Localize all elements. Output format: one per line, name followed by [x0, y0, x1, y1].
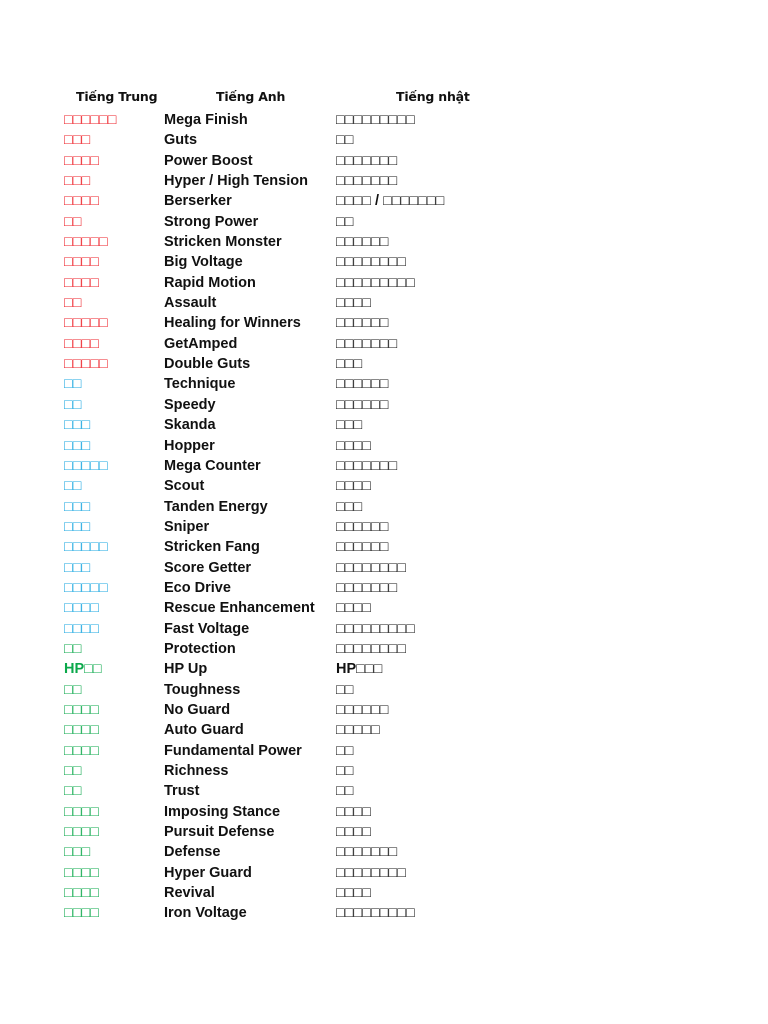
english-name: Stricken Monster — [164, 234, 282, 251]
english-name: HP Up — [164, 661, 208, 678]
english-name: Fundamental Power — [164, 742, 302, 759]
english-name: Healing for Winners — [164, 315, 301, 332]
table-row — [0, 517, 768, 537]
english-name: Tanden Energy — [164, 498, 268, 515]
table-row — [0, 232, 768, 252]
english-name: Power Boost — [164, 152, 253, 169]
table-row — [0, 456, 768, 476]
table-row — [0, 171, 768, 191]
chinese-name: HP□□ — [64, 661, 102, 678]
japanese-name: □□□□□□□□□ — [336, 620, 415, 637]
chinese-name: □□ — [64, 295, 82, 312]
table-row — [0, 130, 768, 150]
english-name: Protection — [164, 640, 236, 657]
chinese-name: □□□ — [64, 559, 91, 576]
table-row — [0, 374, 768, 394]
chinese-name: □□□ — [64, 437, 91, 454]
japanese-name: □□□□□□□ — [336, 457, 398, 474]
chinese-name: □□□□□ — [64, 315, 108, 332]
english-name: Strong Power — [164, 213, 259, 230]
japanese-name: HP□□□ — [336, 661, 383, 678]
table-row — [0, 598, 768, 618]
chinese-name: □□ — [64, 783, 82, 800]
japanese-name: □□ — [336, 742, 354, 759]
chinese-name: □□ — [64, 376, 82, 393]
table-row — [0, 354, 768, 374]
chinese-name: □□□□ — [64, 274, 100, 291]
chinese-name: □□□□□□ — [64, 112, 117, 128]
table-row — [0, 415, 768, 435]
table-row — [0, 151, 768, 171]
chinese-name: □□□ — [64, 173, 91, 190]
chinese-name: □□□□ — [64, 335, 100, 352]
chinese-name: □□□□ — [64, 885, 100, 902]
table-row — [0, 700, 768, 720]
table-row — [0, 578, 768, 598]
japanese-name: □□ — [336, 783, 354, 800]
chinese-name: □□□□ — [64, 701, 100, 718]
table-row — [0, 334, 768, 354]
english-name: Mega Finish — [164, 112, 248, 128]
english-name: Trust — [164, 783, 200, 800]
english-name: No Guard — [164, 701, 231, 718]
chinese-name: □□ — [64, 763, 82, 779]
english-name: Berserker — [164, 193, 232, 210]
japanese-name: □□□□□□□□ — [336, 864, 407, 881]
japanese-name: □□ — [336, 132, 354, 149]
english-name: Sniper — [164, 518, 210, 535]
chinese-name: □□□□ — [64, 152, 100, 169]
chinese-name: □□□□ — [64, 193, 100, 210]
english-name: Toughness — [164, 681, 241, 698]
japanese-name: □□□□ — [336, 478, 372, 495]
japanese-name: □□□ — [336, 417, 363, 434]
chinese-name: □□□□ — [64, 803, 100, 820]
japanese-name: □□□□ — [336, 803, 372, 820]
english-name: Rapid Motion — [164, 274, 256, 291]
english-name: Richness — [164, 763, 229, 779]
japanese-name: □□□□□□□ — [336, 173, 398, 190]
english-name: Hyper Guard — [164, 864, 252, 881]
japanese-name: □□□□□□□□□ — [336, 905, 415, 922]
table-row — [0, 191, 768, 211]
table-row — [0, 863, 768, 883]
table-row — [0, 619, 768, 639]
english-name: Eco Drive — [164, 579, 231, 596]
table-row — [0, 293, 768, 313]
header-row — [0, 89, 768, 107]
english-name: Skanda — [164, 417, 216, 434]
japanese-name: □□□□□□□□□ — [336, 274, 415, 291]
header-japanese: Tiếng nhật — [396, 89, 470, 104]
chinese-name: □□□□ — [64, 905, 100, 922]
japanese-name: □□□□□□□□□ — [336, 112, 415, 128]
japanese-name: □□□□□□ — [336, 396, 389, 413]
japanese-name: □□□□□□□ — [336, 152, 398, 169]
chinese-name: □□□□ — [64, 722, 100, 739]
japanese-name: □□ — [336, 763, 354, 779]
english-name: GetAmped — [164, 335, 238, 352]
japanese-name: □□□ — [336, 356, 363, 373]
table-row — [0, 436, 768, 456]
japanese-name: □□□□ — [336, 885, 372, 902]
english-name: Rescue Enhancement — [164, 600, 315, 617]
chinese-name: □□ — [64, 213, 82, 230]
japanese-name: □□□□□ — [336, 722, 380, 739]
table-row — [0, 680, 768, 700]
chinese-name: □□□□□ — [64, 356, 108, 373]
chinese-name: □□□□□ — [64, 539, 108, 556]
chinese-name: □□□□□ — [64, 234, 108, 251]
japanese-name: □□□□□□ — [336, 539, 389, 556]
english-name: Revival — [164, 885, 215, 902]
table-row — [0, 476, 768, 496]
english-name: Score Getter — [164, 559, 252, 576]
english-name: Auto Guard — [164, 722, 244, 739]
chinese-name: □□ — [64, 681, 82, 698]
chinese-name: □□□□ — [64, 620, 100, 637]
table-row — [0, 313, 768, 333]
table-row — [0, 903, 768, 923]
chinese-name: □□□□□ — [64, 457, 108, 474]
japanese-name: □□□□□□□ — [336, 844, 398, 861]
english-name: Speedy — [164, 396, 216, 413]
japanese-name: □□□ — [336, 498, 363, 515]
english-name: Stricken Fang — [164, 539, 260, 556]
chinese-name: □□□ — [64, 518, 91, 535]
table-row — [0, 720, 768, 740]
table-row — [0, 212, 768, 232]
japanese-name: □□ — [336, 681, 354, 698]
japanese-name: □□□□□□□□ — [336, 559, 407, 576]
chinese-name: □□□ — [64, 132, 91, 149]
english-name: Imposing Stance — [164, 803, 281, 820]
chinese-name: □□□ — [64, 844, 91, 861]
chinese-name: □□□□ — [64, 864, 100, 881]
english-name: Pursuit Defense — [164, 824, 275, 841]
japanese-name: □□□□□□□ — [336, 335, 398, 352]
japanese-name: □□□□□□ — [336, 701, 389, 718]
chinese-name: □□□ — [64, 498, 91, 515]
table-row — [0, 761, 768, 781]
table-row — [0, 822, 768, 842]
japanese-name: □□□□□□ — [336, 234, 389, 251]
header-english: Tiếng Anh — [216, 89, 286, 104]
table-row — [0, 252, 768, 272]
table-row — [0, 659, 768, 679]
english-name: Big Voltage — [164, 254, 243, 271]
english-name: Hopper — [164, 437, 215, 454]
english-name: Mega Counter — [164, 457, 261, 474]
chinese-name: □□ — [64, 478, 82, 495]
table-row — [0, 639, 768, 659]
japanese-name: □□□□□□□□ — [336, 254, 407, 271]
table-row — [0, 395, 768, 415]
english-name: Hyper / High Tension — [164, 173, 308, 190]
japanese-name: □□□□□□□□ — [336, 640, 407, 657]
japanese-name: □□□□□□ — [336, 518, 389, 535]
english-name: Assault — [164, 295, 217, 312]
chinese-name: □□□□ — [64, 742, 100, 759]
table-row — [0, 741, 768, 761]
japanese-name: □□ — [336, 213, 354, 230]
chinese-name: □□□□ — [64, 600, 100, 617]
header-chinese: Tiếng Trung — [76, 89, 158, 104]
japanese-name: □□□□□□□ — [336, 579, 398, 596]
japanese-name: □□□□ — [336, 437, 372, 454]
table-row — [0, 273, 768, 293]
chinese-name: □□□□ — [64, 254, 100, 271]
japanese-name: □□□□ / □□□□□□□ — [336, 193, 445, 210]
table-row — [0, 558, 768, 578]
table-row — [0, 781, 768, 801]
japanese-name: □□□□□□ — [336, 376, 389, 393]
chinese-name: □□ — [64, 640, 82, 657]
english-name: Double Guts — [164, 356, 251, 373]
english-name: Defense — [164, 844, 221, 861]
table-row — [0, 883, 768, 903]
english-name: Guts — [164, 132, 198, 149]
chinese-name: □□□□□ — [64, 579, 108, 596]
table-row — [0, 497, 768, 517]
english-name: Scout — [164, 478, 205, 495]
english-name: Technique — [164, 376, 236, 393]
japanese-name: □□□□□□ — [336, 315, 389, 332]
table-row — [0, 842, 768, 862]
chinese-name: □□□ — [64, 417, 91, 434]
japanese-name: □□□□ — [336, 824, 372, 841]
japanese-name: □□□□ — [336, 600, 372, 617]
japanese-name: □□□□ — [336, 295, 372, 312]
table-row — [0, 537, 768, 557]
chinese-name: □□ — [64, 396, 82, 413]
skill-table — [0, 110, 768, 924]
table-row — [0, 802, 768, 822]
chinese-name: □□□□ — [64, 824, 100, 841]
english-name: Fast Voltage — [164, 620, 250, 637]
table-row — [0, 110, 768, 130]
english-name: Iron Voltage — [164, 905, 247, 922]
